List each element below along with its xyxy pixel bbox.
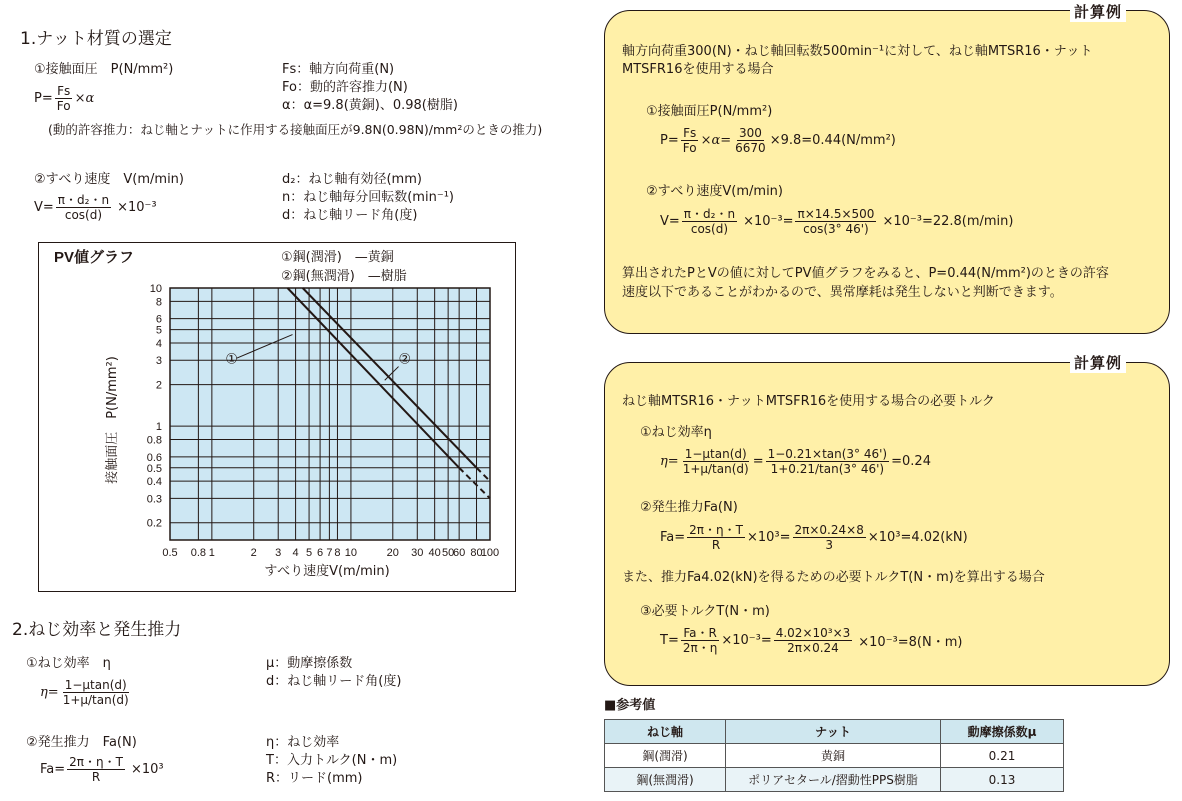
x-tick-label: 6 [317,547,324,559]
y-tick-label: 10 [149,283,162,295]
p-formula-lhs: P= [34,91,53,106]
y-tick-label: 0.5 [146,462,162,475]
v-formula-den: cos(d) [64,208,103,222]
ref-header-friction: 動摩擦係数μ [941,720,1064,744]
calc1-v-den: cos(d) [690,222,729,236]
calc2-efficiency-formula [660,447,931,476]
def-d2: d₂：ねじ軸有効径(mm) [282,172,422,187]
fa-num: 2π・η・T [69,755,123,769]
y-tick-label: 0.4 [146,476,162,489]
calc2-fa-num: 2π・η・T [689,523,743,537]
calc1-p-lhs: P= [660,133,679,148]
calc2-fa-den: R [711,538,721,552]
eta-fraction [61,678,131,707]
reference-header-row [605,720,1064,744]
calc1-v-fraction2 [795,207,876,236]
chart-legend-1: ①鋼(潤滑) —黄銅 [281,250,394,265]
calc1-p-num2: 300 [738,126,762,140]
calc2-fa-fraction2 [793,523,866,552]
chart-xlabel: すべり速度V(m/min) [264,564,390,579]
x-tick-label: 5 [306,547,313,559]
calc2-intro: ねじ軸MTSR16・ナットMTSFR16を使用する場合の必要トルク [622,394,995,409]
def-n: n：ねじ軸毎分回転数(min⁻¹) [282,190,454,205]
calc1-p-fraction2 [733,126,768,155]
fa-formula [40,755,164,784]
calc2-thrust-label: ②発生推力Fa(N) [640,500,738,515]
ref-cell-shaft: 鋼(潤滑) [605,744,726,768]
calc1-p-num: Fs [683,126,697,140]
table-row [605,768,1064,792]
p-formula-tail: ×α [74,91,95,106]
calc1-v-den2: cos(3° 46') [803,222,869,236]
x-tick-label: 50 [442,547,455,559]
calc1-intro-line2: MTSFR16を使用する場合 [622,62,774,77]
x-tick-label: 40 [428,547,441,559]
calc1-v-mid: ×10⁻³= [743,214,794,229]
y-tick-label: 0.2 [146,517,162,530]
chart-plot-area [147,283,499,559]
series-annotation-1: ① [225,351,238,368]
calc1-v-num2: π×14.5×500 [797,207,875,221]
reference-table [604,719,1064,792]
p-formula-num: Fs [57,84,71,98]
series-annotation-2: ② [398,351,412,368]
calc1-p-den2: 6670 [735,141,766,155]
v-formula [34,193,157,222]
y-tick-label: 0.6 [146,451,162,464]
calc2-eta-den: 1+μ/tan(d) [682,462,749,476]
eta-num: 1−μtan(d) [64,678,127,692]
def-fs: Fs：軸方向荷重(N) [282,62,395,77]
calc2-t-den: 2π・η [682,641,718,655]
def-lead: R：リード(mm) [266,771,363,786]
def-mu: μ：動摩擦係数 [266,656,353,671]
calc1-p-tail: ×9.8=0.44(N/mm²) [769,133,896,148]
calc1-pressure-formula [660,126,896,155]
v-formula-lhs: V= [34,200,54,215]
calc1-conclusion-line2: 速度以下であることがわかるので、異常摩耗は発生しないと判断できます。 [622,285,1063,300]
y-tick-label: 0.8 [146,434,162,447]
calc2-fa-mid: ×10³= [746,530,791,545]
ref-cell-nut: ポリアセタール/摺動性PPS樹脂 [726,768,941,792]
x-tick-label: 100 [480,547,500,559]
calc2-fa-fraction [687,523,745,552]
ref-header-nut: ナット [726,720,941,744]
eta-formula [40,678,133,707]
ref-cell-friction: 0.21 [941,744,1064,768]
calc1-intro-line1: 軸方向荷重300(N)・ねじ軸回転数500min⁻¹に対して、ねじ軸MTSR16・ナット [622,44,1093,59]
calc2-t-fraction [681,626,719,655]
calc2-efficiency-label: ①ねじ効率η [640,425,712,440]
def-d: d：ねじ軸リード角(度) [282,208,418,223]
def-eta: η：ねじ効率 [266,735,340,750]
calc2-fa-num2: 2π×0.24×8 [794,523,864,537]
calc2-t-mid: ×10⁻³= [721,633,772,648]
efficiency-label: ①ねじ効率 η [26,656,111,671]
calc2-eta-tail: =0.24 [891,454,931,469]
calc2-eta-eq: = [752,454,764,469]
calc2-eta-den2: 1+0.21/tan(3° 46') [770,462,885,476]
calc1-speed-formula [660,207,1014,236]
calc2-t-fraction2 [774,626,853,655]
p-formula-fraction [55,84,73,113]
y-tick-label: 8 [155,296,162,309]
def-fo: Fo：動的許容推力(N) [282,80,408,95]
calc-example-1-label: 計算例 [1070,1,1126,22]
ref-cell-nut: 黄銅 [726,744,941,768]
eta-lhs: η= [40,685,59,700]
calc2-t-tail: ×10⁻³=8(N・m) [858,635,963,650]
y-tick-label: 3 [155,355,162,368]
calc2-torque-formula [660,626,962,655]
p-formula [34,84,94,113]
x-tick-label: 3 [275,547,282,559]
x-tick-label: 8 [334,547,341,559]
section1-title: 1.ナット材質の選定 [20,29,172,49]
sliding-speed-label: ②すべり速度 V(m/min) [34,172,184,187]
calc2-eta-num: 1−μtan(d) [684,447,747,461]
def-alpha: α：α=9.8(黄銅)、0.98(樹脂) [282,98,458,113]
fa-den: R [91,770,101,784]
y-tick-label: 1 [155,421,162,434]
calc2-torque-intro: また、推力Fa4.02(kN)を得るための必要トルクT(N・m)を算出する場合 [622,570,1045,585]
calc2-thrust-formula [660,523,968,552]
def-lead-angle: d：ねじ軸リード角(度) [266,674,402,689]
x-tick-label: 80 [470,547,483,559]
reference-title: ■参考値 [604,698,656,713]
y-tick-label: 2 [155,379,162,392]
calc2-eta-fraction2 [766,447,890,476]
v-formula-fraction [56,193,111,222]
chart-plot-background [170,288,490,540]
calc1-p-den: Fo [682,141,697,155]
calc1-v-lhs: V= [660,214,680,229]
thrust-label: ②発生推力 Fa(N) [26,735,137,750]
calc2-t-lhs: T= [660,633,679,648]
chart-title: PV値グラフ [54,249,135,266]
calc1-conclusion-line1: 算出されたPとVの値に対してPV値グラフをみると、P=0.44(N/mm²)のときの許容 [622,266,1109,281]
x-tick-label: 60 [453,547,466,559]
v-formula-tail: ×10⁻³ [117,200,157,215]
def-torque: T：入力トルク(N・m) [266,753,398,768]
v-formula-num: π・d₂・n [57,193,110,207]
x-tick-label: 4 [292,547,299,559]
calc1-p-mid: ×α= [700,133,732,148]
chart-ylabel: 接触面圧 P(N/mm²) [105,356,120,484]
ref-cell-shaft: 鋼(無潤滑) [605,768,726,792]
calc1-v-num: π・d₂・n [683,207,736,221]
y-tick-label: 0.3 [146,493,162,506]
x-tick-label: 10 [344,547,358,559]
x-tick-label: 7 [326,547,333,559]
eta-den: 1+μ/tan(d) [62,693,129,707]
calc2-eta-lhs: η= [660,454,679,469]
y-tick-label: 4 [155,337,162,350]
contact-pressure-label: ①接触面圧 P(N/mm²) [34,62,174,77]
fa-tail: ×10³ [130,762,164,777]
calc1-speed-label: ②すべり速度V(m/min) [646,184,783,199]
fa-fraction [67,755,125,784]
calc1-p-fraction [681,126,699,155]
fa-lhs: Fa= [40,762,66,777]
calc2-torque-label: ③必要トルクT(N・m) [640,604,770,619]
calc1-pressure-label: ①接触面圧P(N/mm²) [646,104,773,119]
y-tick-label: 6 [155,313,162,326]
x-tick-label: 20 [386,547,399,559]
calc2-fa-tail: ×10³=4.02(kN) [867,530,968,545]
x-tick-label: 0.8 [190,547,207,559]
calc2-fa-den2: 3 [825,538,833,552]
x-tick-label: 30 [411,547,424,559]
calc2-eta-fraction [681,447,751,476]
chart-legend-2: ②鋼(無潤滑) —樹脂 [281,269,407,284]
calc2-eta-num2: 1−0.21×tan(3° 46') [767,447,888,461]
p-formula-den: Fo [56,99,71,113]
calc1-v-fraction [682,207,737,236]
calc2-t-den2: 2π×0.24 [787,641,839,655]
calc-example-2-label: 計算例 [1070,352,1126,373]
y-tick-label: 5 [155,324,162,337]
note-dynamic-thrust: (動的許容推力：ねじ軸とナットに作用する接触面圧が9.8N(0.98N)/mm²のときの推力) [48,122,543,137]
calc2-t-num2: 4.02×10³×3 [775,626,851,640]
x-tick-label: 0.5 [162,547,178,559]
ref-header-shaft: ねじ軸 [605,720,726,744]
x-tick-label: 1 [208,547,215,559]
calc2-t-num: Fa・R [683,626,717,640]
ref-cell-friction: 0.13 [941,768,1064,792]
section2-title: 2.ねじ効率と発生推力 [12,620,182,640]
x-tick-label: 2 [250,547,257,559]
pv-chart [38,242,516,592]
calc2-fa-lhs: Fa= [660,530,686,545]
table-row [605,744,1064,768]
calc1-v-tail: ×10⁻³=22.8(m/min) [882,214,1014,229]
